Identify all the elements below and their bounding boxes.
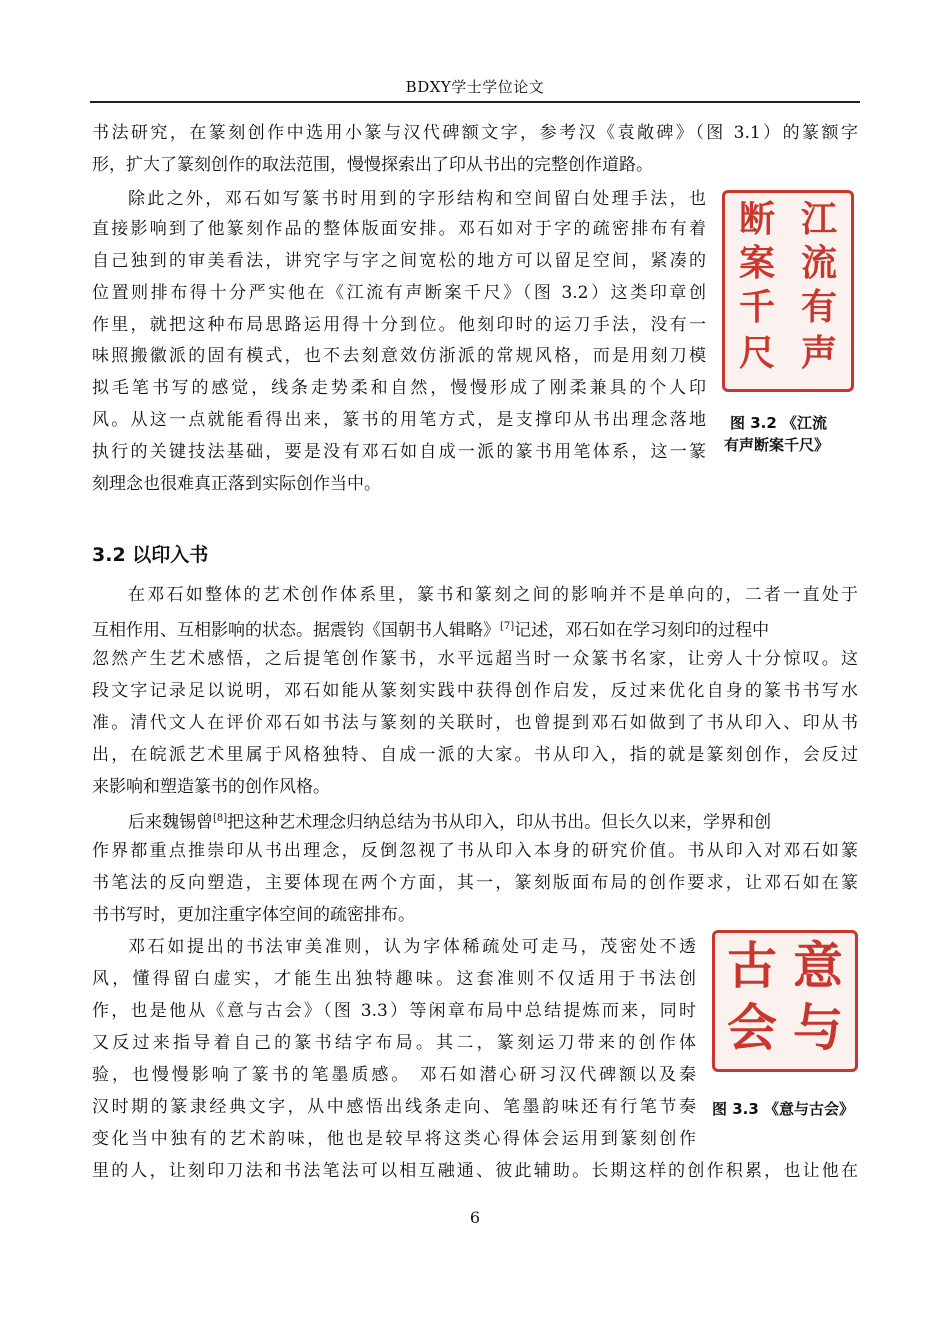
seal-yiyuguhui-image: [712, 930, 858, 1072]
citation-8[interactable]: [8]: [213, 813, 228, 824]
paragraph-5-line-5: 验，也慢慢影响了篆书的笔墨质感。 邓石如潜心研习汉代碑额以及秦: [92, 1065, 696, 1085]
seal-glyph: 与: [793, 998, 843, 1057]
figure-3-3: [708, 926, 860, 1076]
paragraph-3-line-2-a: 互相作用、互相影响的状态。据震钧《国朝书人辑略》: [92, 620, 500, 641]
page-number: 6: [469, 1208, 481, 1227]
figure-3-3-caption: 图 3.3 《意与古会》: [712, 1100, 855, 1118]
paragraph-2-line-6: 味照搬徽派的固有模式，也不去刻意效仿浙派的常规风格，而是用刻刀模: [92, 346, 706, 366]
paragraph-4-line-2: 作界都重点推崇印从书出理念，反倒忽视了书从印入本身的研究价值。书从印入对邓石如篆: [92, 841, 858, 861]
paragraph-2-line-3: 自己独到的审美看法，讲究字与字之间宽松的地方可以留足空间，紧凑的: [92, 251, 706, 271]
paragraph-5-line-6: 汉时期的篆隶经典文字，从中感悟出线条走向、笔墨韵味还有行笔节奏: [92, 1097, 696, 1117]
paragraph-4-line-4: 书书写时，更加注重字体空间的疏密排布。: [92, 905, 415, 925]
paragraph-5-line-2: 风，懂得留白虚实，才能生出独特趣味。这套准则不仅适用于书法创: [92, 969, 696, 989]
paragraph-3-line-3: 忽然产生艺术感悟，之后提笔创作篆书，水平远超当时一众篆书名家，让旁人十分惊叹。这: [92, 649, 858, 669]
figure-3-2: [718, 186, 858, 404]
paragraph-2-line-4: 位置则排布得十分严实他在《江流有声断案千尺》（图 3.2）这类印章创: [92, 283, 706, 303]
paragraph-4-line-1: [128, 808, 858, 834]
paragraph-4-line-3: 书笔法的反向塑造，主要体现在两个方面，其一，篆刻版面布局的创作要求，让邓石如在篆: [92, 873, 858, 893]
citation-7[interactable]: [7]: [500, 621, 515, 632]
figure-3-2-caption-line-2: 有声断案千尺》: [724, 436, 830, 454]
paragraph-2-line-7: 拟毛笔书写的感觉，线条走势柔和自然，慢慢形成了刚柔兼具的个人印: [92, 378, 706, 398]
paragraph-3-line-2-b: 记述，邓石如在学习刻印的过程中: [514, 620, 770, 641]
paragraph-3-line-7: 来影响和塑造篆书的创作风格。: [92, 777, 330, 797]
running-header: BDXY学士学位论文: [405, 78, 545, 96]
seal-jiangliu-image: [722, 190, 854, 392]
seal-glyph: 古: [727, 936, 777, 995]
seal-glyph: 尺: [738, 332, 775, 374]
paragraph-3-line-4: 段文字记录足以说明，邓石如能从篆刻实践中获得创作启发，反过来优化自身的篆书书写水: [92, 681, 858, 701]
paragraph-1-line-1: 书法研究，在篆刻创作中选用小篆与汉代碑额文字，参考汉《袁敞碑》（图 3.1）的篆额字: [92, 123, 858, 143]
seal-glyph: 意: [793, 936, 843, 995]
seal-glyph: 断: [738, 198, 775, 240]
seal-glyph: 江: [800, 198, 837, 240]
paragraph-5-line-1: 邓石如提出的书法审美准则，认为字体稀疏处可走马，茂密处不透: [128, 937, 696, 957]
paragraph-2-line-10: 刻理念也很难真正落到实际创作当中。: [92, 474, 381, 494]
paragraph-4-line-1-a: 后来魏锡曾: [128, 812, 213, 833]
figure-3-2-caption-line-1: 图 3.2 《江流: [730, 414, 828, 432]
section-heading: 3.2 以印入书: [92, 544, 209, 566]
paragraph-2-line-5: 作里，就把这种布局思路运用得十分到位。他刻印时的运刀手法，没有一: [92, 315, 706, 335]
paragraph-5-line-3: 作，也是他从《意与古会》（图 3.3）等闲章布局中总结提炼而来，同时: [92, 1001, 696, 1021]
paragraph-2-line-9: 执行的关键技法基础，要是没有邓石如自成一派的篆书用笔体系，这一篆: [92, 442, 706, 462]
paragraph-3-line-5: 准。清代文人在评价邓石如书法与篆刻的关联时，也曾提到邓石如做到了书从印入、印从书: [92, 713, 858, 733]
paragraph-5-line-8: 里的人，让刻印刀法和书法笔法可以相互融通、彼此辅助。长期这样的创作积累，也让他在: [92, 1161, 858, 1181]
paragraph-2-line-1: 除此之外，邓石如写篆书时用到的字形结构和空间留白处理手法，也: [128, 189, 706, 209]
paragraph-1-line-2: 形，扩大了篆刻创作的取法范围，慢慢探索出了印从书出的完整创作道路。: [92, 155, 653, 175]
paragraph-3-line-1: 在邓石如整体的艺术创作体系里，篆书和篆刻之间的影响并不是单向的，二者一直处于: [128, 585, 858, 605]
paragraph-2-line-2: 直接影响到了他篆刻作品的整体版面安排。邓石如对于字的疏密排布有着: [92, 219, 706, 239]
seal-glyph: 会: [727, 998, 777, 1057]
seal-glyph: 案: [738, 242, 775, 284]
seal-glyph: 声: [800, 332, 837, 374]
seal-glyph: 有: [800, 286, 837, 328]
paragraph-5-line-4: 又反过来指导着自己的篆书结字布局。其二，篆刻运刀带来的创作体: [92, 1033, 696, 1053]
header-rule: [90, 101, 860, 103]
seal-glyph: 千: [738, 286, 775, 328]
paragraph-3-line-6: 出，在皖派艺术里属于风格独特、自成一派的大家。书从印入，指的就是篆刻创作，会反过: [92, 745, 858, 765]
paragraph-2-line-8: 风。从这一点就能看得出来，篆书的用笔方式，是支撑印从书出理念落地: [92, 410, 706, 430]
paragraph-5-line-7: 变化当中独有的艺术韵味，他也是较早将这类心得体会运用到篆刻创作: [92, 1129, 696, 1149]
paragraph-3-line-2: [92, 616, 858, 642]
paragraph-4-line-1-b: 把这种艺术理念归纳总结为书从印入，印从书出。但长久以来，学界和创: [227, 812, 772, 833]
seal-glyph: 流: [800, 242, 837, 284]
